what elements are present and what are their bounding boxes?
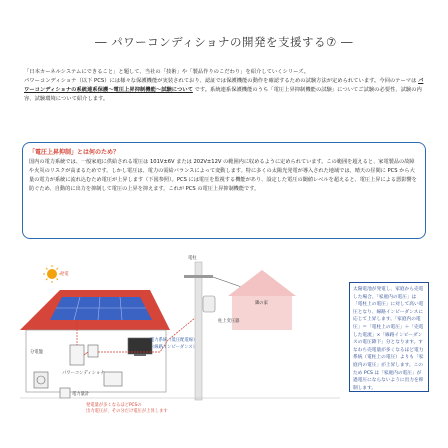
intro-paragraph (24, 68, 428, 104)
intro-line-3: です。系統連系保護機能のうち「電圧上昇抑制機能の試験」についてご試験の必要性、試験の内容、試験環境について紹介します。 (24, 87, 422, 102)
intro-line-1: 「日本カーネルシステムにできること」と題して、当社の「技術」や「製品作りのこだわり」を紹介していくシリーズ。 (24, 69, 309, 75)
panel-label: 分電盤 (30, 350, 43, 355)
washing-machine-icon (34, 372, 48, 388)
tv-icon (128, 338, 152, 354)
bottom-note-2: 出力電圧が、その分だけ電圧が上昇します (86, 409, 168, 414)
transformer-label: 柱上変圧器 (218, 319, 240, 324)
appliance-icon (104, 372, 122, 386)
pcs-box-icon (70, 345, 84, 365)
bottom-note-1: 発電量が多くなるほどPCSの (86, 403, 142, 408)
explanation-title: 「電圧上昇抑制」とは何のため？ (29, 149, 120, 156)
pole-label: 電柱 (188, 256, 197, 261)
sun-icon (43, 265, 61, 283)
intro-line-2: パワーコンディショナ（以下 PCS）には様々な保護機能が実装されており、認証では保護機能の動作を確認するための試験方法が定められています。今回のテーマは (24, 78, 417, 84)
explanation-body: 国内の電力系統では、一般家庭に供給される電圧は 101V±6V または 202V±12V の範囲内に収めるように定められています。この範囲を超えると、家電製品の故障や火災のリスクが高まるためです。しかし電圧は、電力の需給バランスによって変動します。特に多くの太陽光発電が導入された地域では、晴天の昼間に PCS から大量の電力が系統に流れ込むため電圧が上昇します（下図参照）。PCS には電圧を監視する機能があり、設定した電圧の閾値レベルを超えると、電圧上昇による悪影響を防ぐため、自動的に出力を抑制して電圧の上昇を抑えます。これが PCS の電圧上昇抑制機能です。 (29, 159, 417, 193)
pcs-label: パワーコンディショナ (62, 371, 105, 376)
utility-pole-icon (184, 262, 215, 400)
neighbor-label: 隣の家 (255, 301, 268, 306)
explanation-box (22, 142, 426, 239)
line-label: 電力系統（低圧配電線） (150, 338, 198, 343)
diagram-callout: 太陽電池が発電し、家庭から売電した場合、「家庭内の電圧」は「電柱上の電圧」に対して高い電圧となり、線路インピーダンスに応じて上昇します。「家庭内の電圧」＝「電柱上の電圧」＋「売電した電流」×「線路インピーダンスの電圧降下」分となります。すなわち売電量が多くなるほど電力系統（電柱上の電圧）よりも「家庭内の電圧」が上昇します。このため PCS は「家庭内の電圧」が過電圧にならないように出力を抑制します。 (349, 282, 429, 392)
sun-label: 発電 (60, 272, 69, 277)
meter-label: 電力量計 (72, 392, 90, 397)
breaker-icon (88, 345, 98, 357)
intro-topic-link: パワーコンディショナの系統連系保護～電圧上昇抑制機能～試験について (24, 78, 424, 93)
page-title: ― パワーコンディショナの開発を支援する⑦ ― (95, 35, 353, 49)
meter-icon (60, 388, 70, 398)
line-sub-label: （線路インピーダンス） (150, 345, 198, 350)
